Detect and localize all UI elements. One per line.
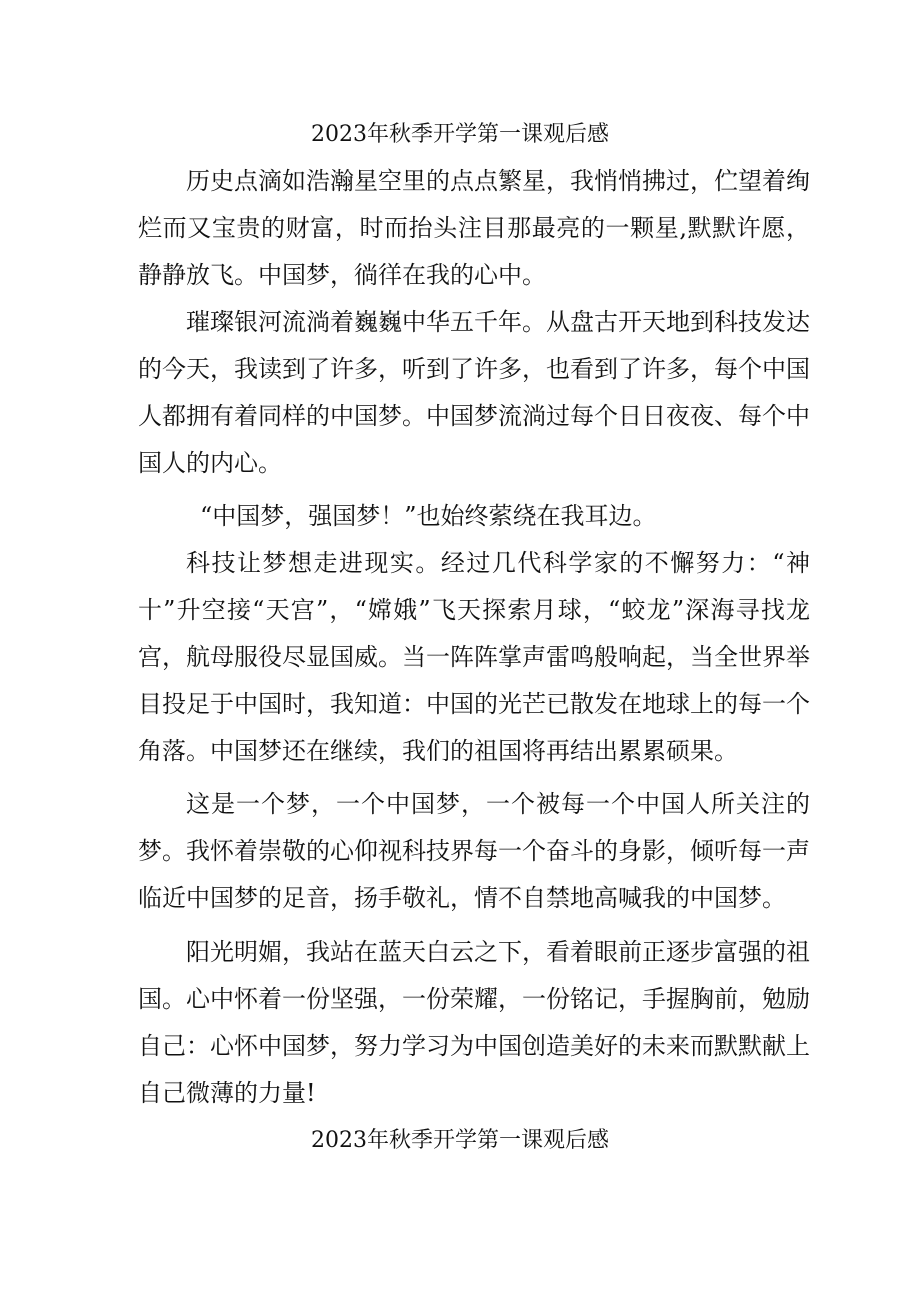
paragraph-4: 科技让梦想走进现实。经过几代科学家的不懈努力：“神十”升空接“天宫”，“嫦娥”飞天探索月球，“蛟龙”深海寻找龙宫，航母服役尽显国威。当一阵阵掌声雷鸣般响起，当全世界举目投足于中国时，我知道：中国的光芒已散发在地球上的每一个角落。中国梦还在继续，我们的祖国将再结出累累硕果。 [138,549,810,765]
paragraph-1: 历史点滴如浩瀚星空里的点点繁星，我悄悄拂过，伫望着绚烂而又宝贵的财富，时而抬头注目那最亮的一颗星,默默许愿，静静放飞。中国梦，徜徉在我的心中。 [138,167,810,289]
paragraph-2: 璀璨银河流淌着巍巍中华五千年。从盘古开天地到科技发达的今天，我读到了许多，听到了许多，也看到了许多，每个中国人都拥有着同样的中国梦。中国梦流淌过每个日日夜夜、每个中国人的内心。 [138,308,810,477]
repeated-title: 2023年秋季开学第一课观后感 [311,1128,609,1153]
document-title: 2023年秋季开学第一课观后感 [311,122,609,147]
paragraph-6: 阳光明媚，我站在蓝天白云之下，看着眼前正逐步富强的祖国。心中怀着一份坚强，一份荣耀，一份铭记，手握胸前，勉励自己：心怀中国梦，努力学习为中国创造美好的未来而默默献上自己微薄的力量! [138,938,810,1107]
paragraph-5: 这是一个梦，一个中国梦，一个被每一个中国人所关注的梦。我怀着崇敬的心仰视科技界每一个奋斗的身影，倾听每一声临近中国梦的足音，扬手敬礼，情不自禁地高喊我的中国梦。 [138,790,810,912]
paragraph-3: “中国梦，强国梦！”也始终萦绕在我耳边。 [200,502,657,530]
